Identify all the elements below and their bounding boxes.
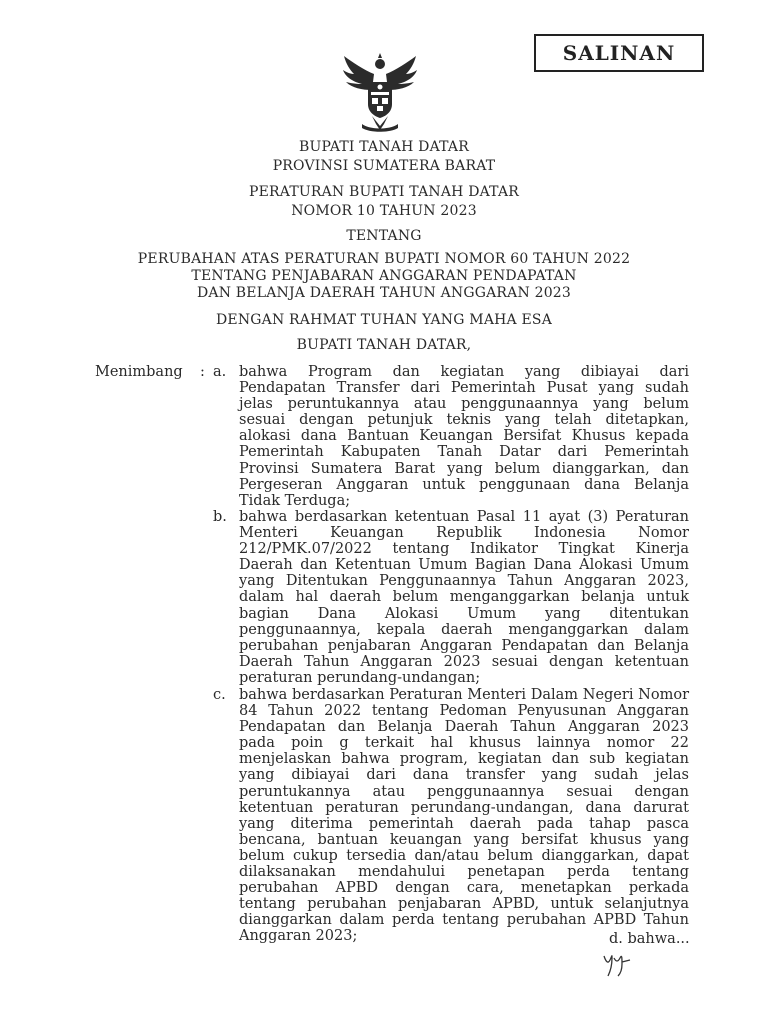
bupati-line: BUPATI TANAH DATAR, [296,337,472,353]
menimbang-colon: : [200,364,205,380]
header-peraturan: PERATURAN BUPATI TANAH DATAR [249,184,519,200]
invocation: DENGAN RAHMAT TUHAN YANG MAHA ESA [215,312,553,328]
paragraph-line: Pendapatan dan Belanja Daerah Tahun Anggaran 2023 [239,719,689,736]
paragraph-line: bahwa berdasarkan ketentuan Pasal 11 ayat (3) Peraturan [239,509,689,525]
header-nomor: NOMOR 10 TAHUN 2023 [291,203,477,219]
header-tentang: TENTANG [346,228,422,244]
item-b-letter: b. [213,509,227,525]
garuda-emblem-icon [340,52,420,134]
paragraph-line: Anggaran 2023; [239,928,358,945]
paragraph-line: bahwa berdasarkan Peraturan Menteri Dalam Negeri Nomor [239,687,689,703]
paragraph-line: perubahan APBD dengan cara, menetapkan perkada [239,880,689,897]
paragraph-line: bagian Dana Alokasi Umum yang ditentukan [239,605,689,622]
item-c-letter: c. [213,687,226,703]
paragraph-line: bencana, bantuan keuangan yang bersifat khusus yang [239,831,689,848]
item-c-text [239,687,689,945]
paragraph-line: Menteri Keuangan Republik Indonesia Nomor [239,525,689,542]
header-bupati: BUPATI TANAH DATAR [299,139,469,155]
paragraph-line: Daerah dan Ketentuan Umum Bagian Dana Alokasi Umum [239,557,689,574]
initial-signature-icon [600,950,640,980]
paragraph-line: Daerah Tahun Anggaran 2023 sesuai dengan ketentuan [239,653,689,670]
paragraph-line: belum cukup tersedia dan/atau belum dianggarkan, dapat [239,847,689,864]
paragraph-line: bahwa Program dan kegiatan yang dibiayai dari [239,364,689,380]
item-a-text [239,364,689,509]
paragraph-line: ketentuan peraturan perundang-undangan, dana darurat [239,799,689,816]
title-line-2: TENTANG PENJABARAN ANGGARAN PENDAPATAN [191,268,577,284]
item-b-text [239,509,689,686]
paragraph-line: pada poin g terkait hal khusus lainnya nomor 22 [239,735,689,752]
paragraph-line: peruntukannya atau penggunaannya sesuai dengan [239,783,689,800]
paragraph-line: 212/PMK.07/2022 tentang Indikator Tingkat Kinerja [239,541,689,558]
item-a-letter: a. [213,364,227,380]
paragraph-line: yang dibiayai dari dana transfer yang sudah jelas [239,767,689,784]
paragraph-line: Pendapatan Transfer dari Pemerintah Pusat yang sudah [239,380,689,397]
paragraph-line: perubahan penjabaran Anggaran Pendapatan dan Belanja [239,637,689,654]
salinan-stamp: SALINAN [534,34,704,72]
paragraph-line: sesuai dengan petunjuk teknis yang telah ditetapkan, [239,412,689,429]
paragraph-line: dalam hal daerah belum menganggarkan belanja untuk [239,589,689,606]
paragraph-line: Pemerintah Kabupaten Tanah Datar dari Pemerintah [239,444,689,461]
paragraph-line: jelas peruntukannya atau penggunaannya yang belum [239,396,689,413]
paragraph-line: menjelaskan bahwa program, kegiatan dan sub kegiatan [239,751,689,768]
paragraph-line: dilaksanakan mendahului penetapan perda tentang [239,864,689,881]
paragraph-line: Provinsi Sumatera Barat yang belum dianggarkan, dan [239,460,689,477]
paragraph-line: yang diterima pemerintah daerah pada tahap pasca [239,815,689,832]
header-provinsi: PROVINSI SUMATERA BARAT [272,158,496,174]
paragraph-line: peraturan perundang-undangan; [239,669,481,686]
paragraph-line: Pergeseran Anggaran untuk penggunaan dana Belanja [239,476,689,493]
paragraph-line: 84 Tahun 2022 tentang Pedoman Penyusunan Anggaran [239,703,689,720]
paragraph-line: dianggarkan dalam perda tentang perubahan APBD Tahun [239,912,689,929]
paragraph-line: yang Ditentukan Penggunaannya Tahun Anggaran 2023, [239,573,689,590]
title-line-1: PERUBAHAN ATAS PERATURAN BUPATI NOMOR 60 TAHUN 2022 [137,251,631,267]
paragraph-line: tentang perubahan penjabaran APBD, untuk selanjutnya [239,896,689,913]
paragraph-line: penggunaannya, kepala daerah menganggarkan dalam [239,621,689,638]
title-line-3: DAN BELANJA DAERAH TAHUN ANGGARAN 2023 [196,285,572,301]
paragraph-line: Tidak Terduga; [239,492,351,509]
next-page-marker: d. bahwa... [609,931,690,947]
paragraph-line: alokasi dana Bantuan Keuangan Bersifat Khusus kepada [239,428,689,445]
menimbang-label: Menimbang [95,364,183,380]
